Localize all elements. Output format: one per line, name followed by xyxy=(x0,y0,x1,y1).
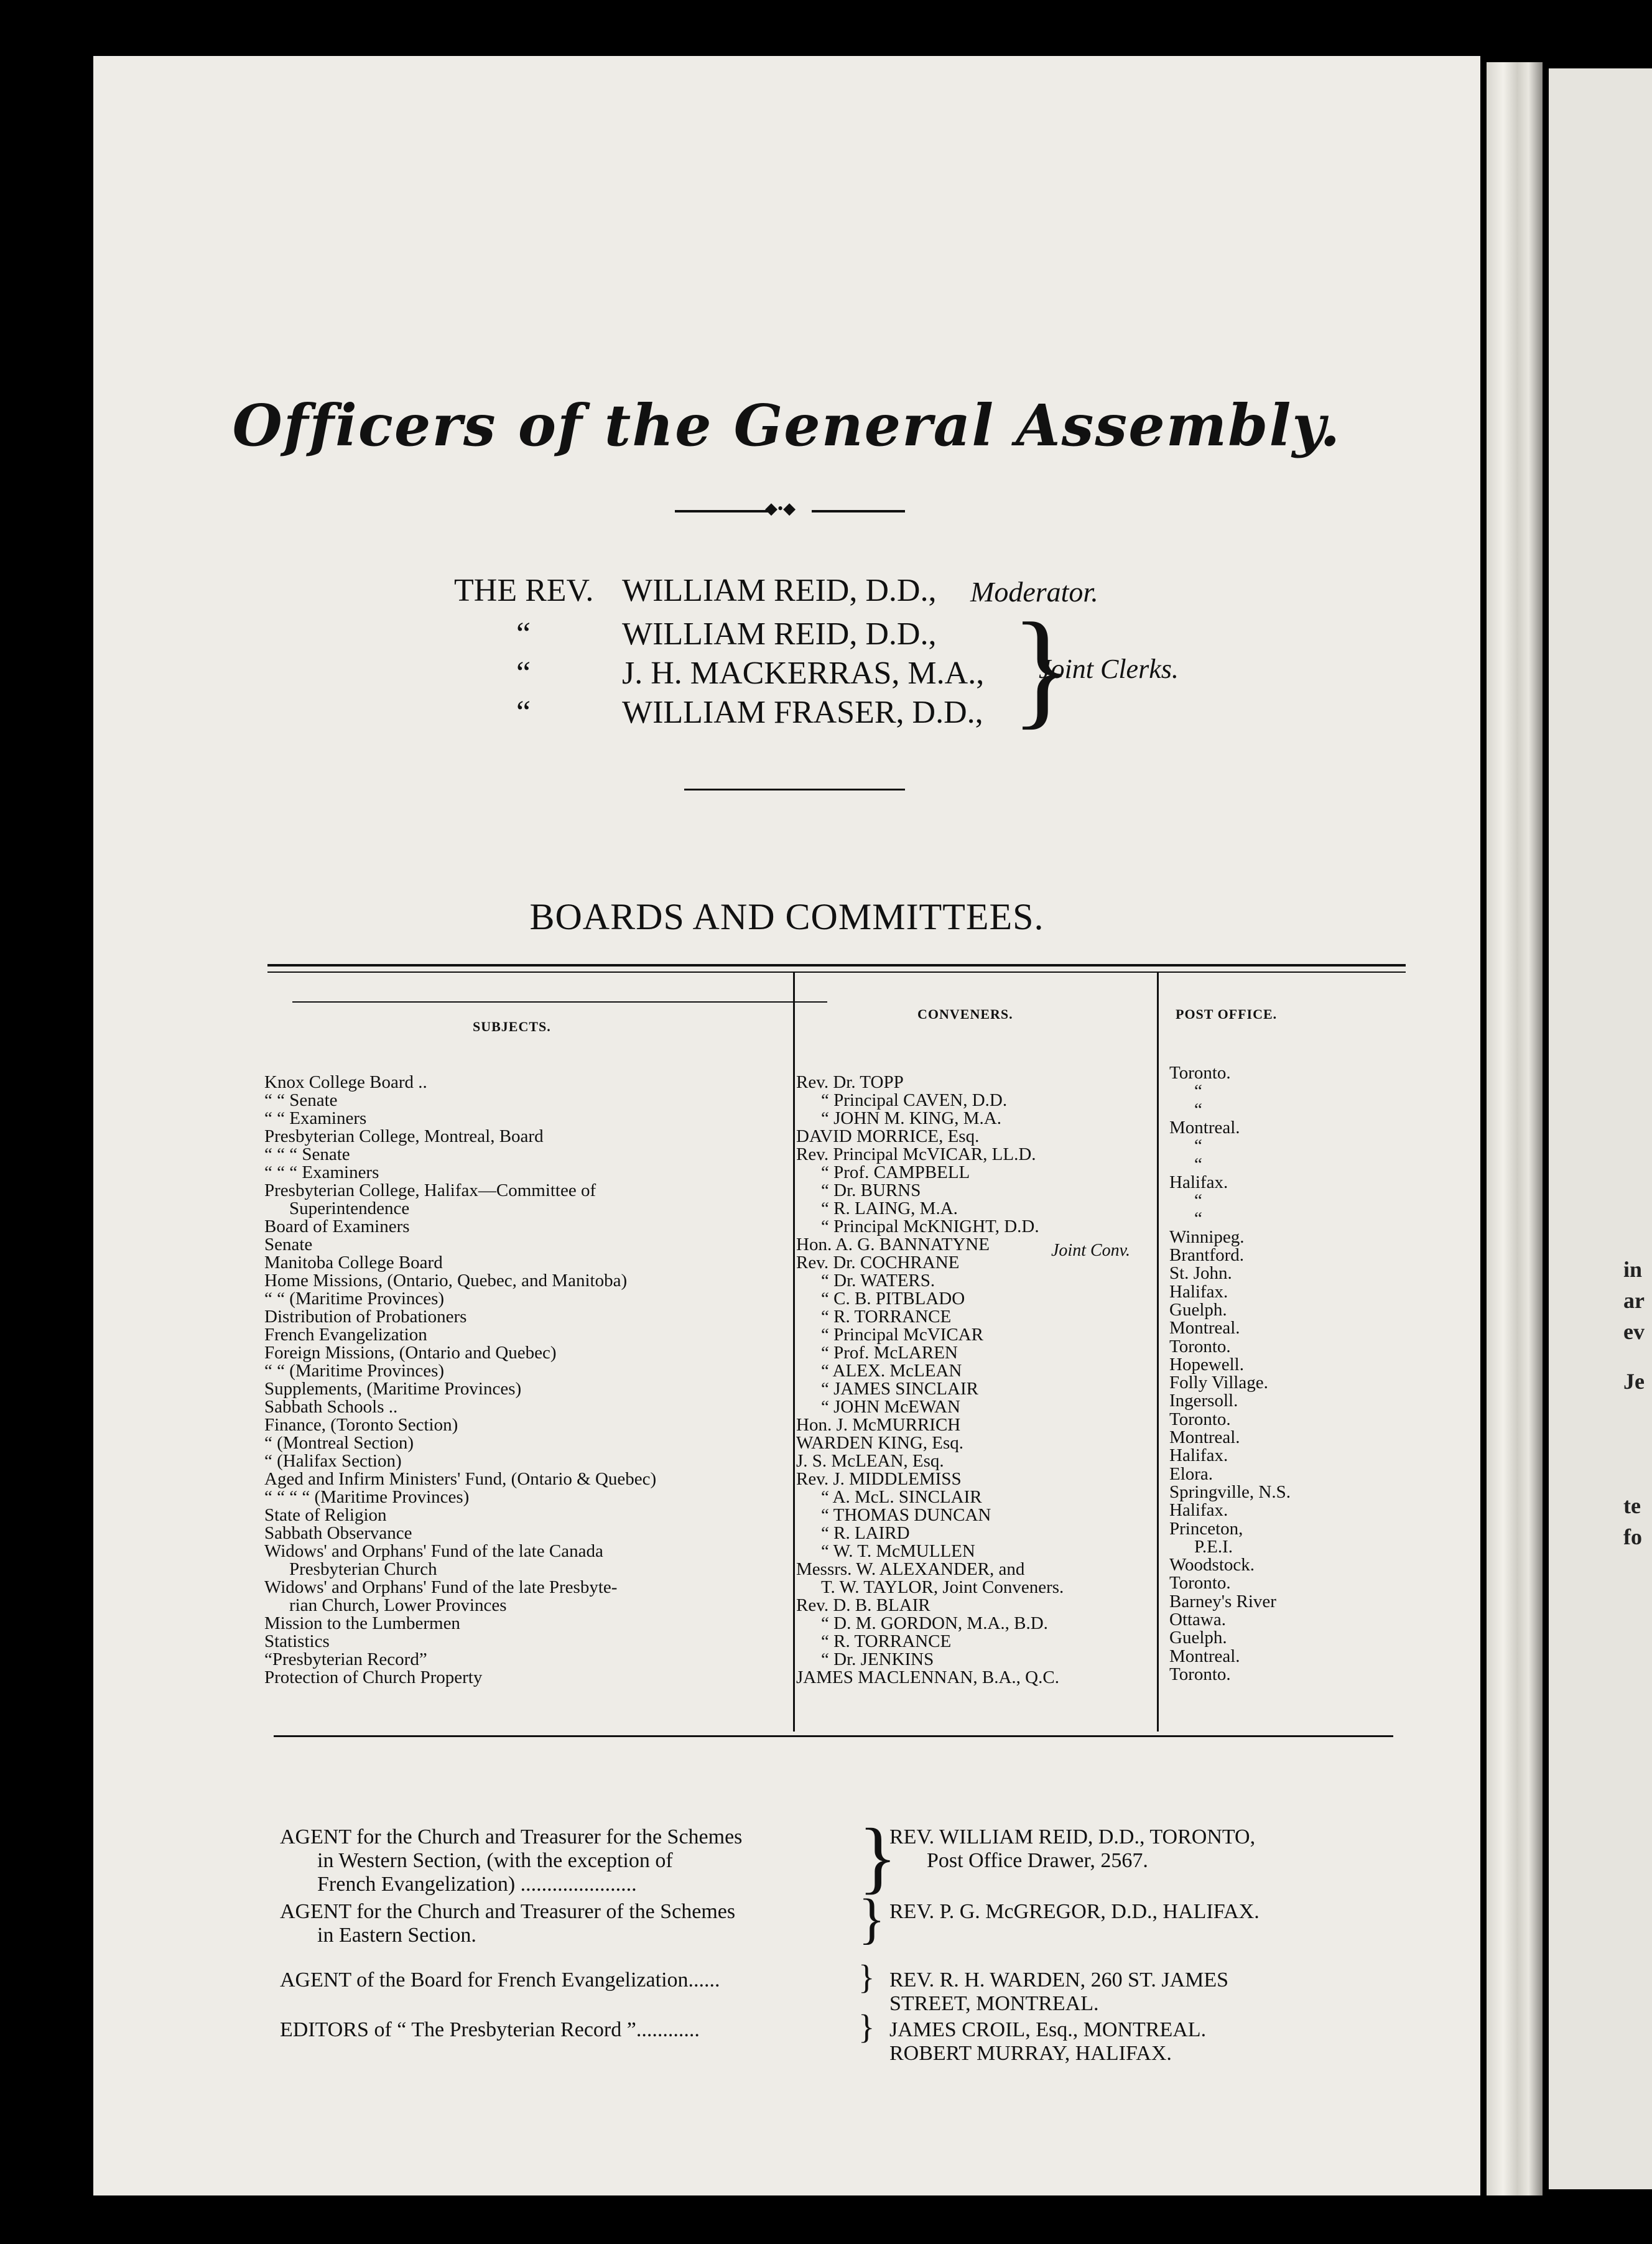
post-office-row: Ingersoll. xyxy=(1169,1391,1238,1411)
section-divider xyxy=(684,789,905,790)
subject-row: Manitoba College Board xyxy=(264,1253,443,1273)
post-office-row: Springville, N.S. xyxy=(1169,1481,1291,1502)
post-office-row: “ xyxy=(1194,1136,1202,1156)
convener-row: “ C. B. PITBLADO xyxy=(821,1289,965,1309)
subject-row: Aged and Infirm Ministers' Fund, (Ontario & Quebec) xyxy=(264,1469,657,1489)
facing-page-edge xyxy=(1549,68,1652,2189)
convener-row: “ Dr. WATERS. xyxy=(821,1271,935,1291)
table-top-rule xyxy=(267,964,1406,967)
subject-row: “ “ Examiners xyxy=(264,1108,367,1128)
boards-heading: BOARDS AND COMMITTEES. xyxy=(529,896,1044,937)
convener-row: Rev. D. B. BLAIR xyxy=(796,1595,930,1615)
post-office-row: Halifax. xyxy=(1169,1281,1228,1302)
subject-row: Supplements, (Maritime Provinces) xyxy=(264,1379,522,1399)
post-office-row: “ xyxy=(1194,1208,1202,1229)
post-office-row: Toronto. xyxy=(1169,1573,1231,1593)
footer-officer-line: REV. WILLIAM REID, D.D., TORONTO, xyxy=(889,1825,1256,1848)
subject-row: Protection of Church Property xyxy=(264,1667,483,1687)
convener-row: “ R. TORRANCE xyxy=(821,1631,952,1651)
subject-row: “Presbyterian Record” xyxy=(264,1649,427,1669)
convener-row: “ Principal McKNIGHT, D.D. xyxy=(821,1217,1039,1236)
facing-text-fragment: ev xyxy=(1623,1319,1645,1344)
convener-row: “ Dr. BURNS xyxy=(821,1180,921,1200)
convener-row: Rev. Dr. COCHRANE xyxy=(796,1253,960,1273)
convener-row: “ Principal McVICAR xyxy=(821,1325,983,1345)
clerk-mark: “ xyxy=(516,695,531,730)
document-page xyxy=(93,56,1480,2195)
convener-row: “ THOMAS DUNCAN xyxy=(821,1505,991,1525)
facing-text-fragment: te xyxy=(1623,1493,1641,1518)
convener-row: Messrs. W. ALEXANDER, and xyxy=(796,1559,1025,1579)
convener-row: “ Principal CAVEN, D.D. xyxy=(821,1090,1008,1110)
post-office-row: Hopewell. xyxy=(1169,1354,1244,1375)
post-office-row: Toronto. xyxy=(1169,1664,1231,1684)
post-office-row: Guelph. xyxy=(1169,1299,1227,1320)
convener-row: DAVID MORRICE, Esq. xyxy=(796,1126,980,1146)
post-office-row: Woodstock. xyxy=(1169,1555,1255,1575)
convener-row: “ ALEX. McLEAN xyxy=(821,1361,962,1381)
footer-brace: } xyxy=(858,1888,886,1950)
footer-officer-line: REV. R. H. WARDEN, 260 ST. JAMES xyxy=(889,1968,1229,1991)
post-office-row: Montreal. xyxy=(1169,1646,1240,1666)
post-office-row: Toronto. xyxy=(1169,1336,1231,1356)
subject-row: Presbyterian College, Montreal, Board xyxy=(264,1126,544,1146)
facing-text-fragment: in xyxy=(1623,1257,1643,1282)
convener-row: “ JAMES SINCLAIR xyxy=(821,1379,978,1399)
clerks-brace: } xyxy=(1011,596,1074,741)
convener-row: “ R. LAIRD xyxy=(821,1523,910,1543)
post-office-column-header: POST OFFICE. xyxy=(1176,1006,1278,1022)
convener-row: WARDEN KING, Esq. xyxy=(796,1433,964,1453)
subject-row: Sabbath Schools .. xyxy=(264,1397,398,1417)
post-office-row: Montreal. xyxy=(1169,1318,1240,1338)
post-office-row: Folly Village. xyxy=(1169,1373,1268,1393)
subject-row: “ “ “ Examiners xyxy=(264,1162,379,1182)
clerks-role: Joint Clerks. xyxy=(1039,654,1179,684)
convener-row: T. W. TAYLOR, Joint Conveners. xyxy=(821,1577,1064,1597)
subject-row: “ “ “ Senate xyxy=(264,1144,350,1164)
subject-row: Superintendence xyxy=(289,1198,410,1218)
convener-row: “ A. McL. SINCLAIR xyxy=(821,1487,982,1507)
column-divider-1 xyxy=(793,973,795,1732)
convener-row: Hon. A. G. BANNATYNE xyxy=(796,1235,990,1254)
subject-row: Presbyterian College, Halifax—Committee of xyxy=(264,1180,596,1200)
convener-row: JAMES MACLENNAN, B.A., Q.C. xyxy=(796,1667,1059,1687)
footer-role-line: French Evangelization) ...................... xyxy=(317,1873,637,1896)
footer-officer-line: JAMES CROIL, Esq., MONTREAL. xyxy=(889,2018,1207,2041)
post-office-row: Halifax. xyxy=(1169,1172,1228,1192)
convener-row: “ Dr. JENKINS xyxy=(821,1649,934,1669)
facing-text-fragment: ar xyxy=(1623,1288,1645,1313)
post-office-row: Brantford. xyxy=(1169,1245,1244,1265)
ornament-rule-right xyxy=(812,510,905,512)
clerk-mark: “ xyxy=(516,656,531,691)
subject-row: “ “ “ “ (Maritime Provinces) xyxy=(264,1487,470,1507)
moderator-role: Moderator. xyxy=(970,576,1098,608)
subject-row: “ (Montreal Section) xyxy=(264,1433,414,1453)
subject-row: Distribution of Probationers xyxy=(264,1307,467,1327)
convener-row: “ R. LAING, M.A. xyxy=(821,1198,958,1218)
footer-role-line: AGENT for the Church and Treasurer of the Schemes xyxy=(280,1900,736,1923)
convener-row: “ D. M. GORDON, M.A., B.D. xyxy=(821,1613,1048,1633)
subject-row: rian Church, Lower Provinces xyxy=(289,1595,507,1615)
convener-row: “ Prof. CAMPBELL xyxy=(821,1162,970,1182)
post-office-row: P.E.I. xyxy=(1194,1536,1233,1557)
subject-row: Presbyterian Church xyxy=(289,1559,437,1579)
conveners-column-header: CONVENERS. xyxy=(917,1006,1013,1022)
post-office-row: Elora. xyxy=(1169,1463,1213,1484)
subject-row: Mission to the Lumbermen xyxy=(264,1613,460,1633)
post-office-row: “ xyxy=(1194,1099,1202,1120)
convener-row: Hon. J. McMURRICH xyxy=(796,1415,961,1435)
footer-brace: } xyxy=(858,1958,875,1996)
subject-row: Knox College Board .. xyxy=(264,1072,427,1092)
post-office-row: Ottawa. xyxy=(1169,1610,1226,1630)
post-office-row: “ xyxy=(1194,1154,1202,1174)
subject-row: State of Religion xyxy=(264,1505,387,1525)
footer-officer-line: REV. P. G. McGREGOR, D.D., HALIFAX. xyxy=(889,1900,1260,1923)
convener-row: Rev. Dr. TOPP xyxy=(796,1072,904,1092)
post-office-row: Princeton, xyxy=(1169,1518,1243,1539)
convener-row: “ JOHN M. KING, M.A. xyxy=(821,1108,1001,1128)
moderator-name: WILLIAM REID, D.D., xyxy=(622,573,937,608)
subject-row: “ “ (Maritime Provinces) xyxy=(264,1361,445,1381)
subject-row: Finance, (Toronto Section) xyxy=(264,1415,458,1435)
subject-row: “ “ (Maritime Provinces) xyxy=(264,1289,445,1309)
facing-text-fragment: Je xyxy=(1623,1369,1645,1394)
footer-officer-line: STREET, MONTREAL. xyxy=(889,1992,1099,2015)
convener-row: Rev. J. MIDDLEMISS xyxy=(796,1469,962,1489)
subject-row: Foreign Missions, (Ontario and Quebec) xyxy=(264,1343,557,1363)
clerk-name: J. H. MACKERRAS, M.A., xyxy=(622,656,985,691)
ornament-diamond: ◆•◆ xyxy=(765,499,796,517)
convener-row: “ R. TORRANCE xyxy=(821,1307,952,1327)
clerk-name: WILLIAM FRASER, D.D., xyxy=(622,695,983,730)
subject-row: “ “ Senate xyxy=(264,1090,338,1110)
subjects-column-header: SUBJECTS. xyxy=(473,1019,551,1034)
convener-row: “ JOHN McEWAN xyxy=(821,1397,960,1417)
subject-row: Senate xyxy=(264,1235,313,1254)
subject-row: Statistics xyxy=(264,1631,330,1651)
facing-text-fragment: fo xyxy=(1623,1524,1642,1549)
subject-row: Home Missions, (Ontario, Quebec, and Manitoba) xyxy=(264,1271,628,1291)
footer-officer-line: ROBERT MURRAY, HALIFAX. xyxy=(889,2042,1172,2065)
subject-row: Sabbath Observance xyxy=(264,1523,412,1543)
table-bottom-rule xyxy=(274,1735,1393,1737)
book-spine xyxy=(1487,62,1543,2195)
footer-brace: } xyxy=(858,1812,898,1902)
post-office-row: Guelph. xyxy=(1169,1628,1227,1648)
post-office-row: Winnipeg. xyxy=(1169,1226,1245,1247)
clerk-name: WILLIAM REID, D.D., xyxy=(622,616,937,652)
post-office-row: St. John. xyxy=(1169,1263,1232,1284)
post-office-row: Halifax. xyxy=(1169,1500,1228,1521)
subject-row: “ (Halifax Section) xyxy=(264,1451,402,1471)
footer-role-line: in Eastern Section. xyxy=(317,1924,476,1947)
ornament-rule-left xyxy=(675,510,768,512)
post-office-row: Halifax. xyxy=(1169,1445,1228,1466)
convener-row: “ W. T. McMULLEN xyxy=(821,1541,975,1561)
convener-row: J. S. McLEAN, Esq. xyxy=(796,1451,944,1471)
clerk-mark: “ xyxy=(516,616,531,652)
footer-brace: } xyxy=(858,2008,875,2046)
convener-row: Rev. Principal McVICAR, LL.D. xyxy=(796,1144,1036,1164)
post-office-row: “ xyxy=(1194,1190,1202,1211)
post-office-row: Toronto. xyxy=(1169,1063,1231,1083)
post-office-row: Montreal. xyxy=(1169,1117,1240,1138)
subjects-header-rule xyxy=(292,1001,827,1003)
convener-row: “ Prof. McLAREN xyxy=(821,1343,958,1363)
post-office-row: Toronto. xyxy=(1169,1409,1231,1429)
table-top-rule-thin xyxy=(267,971,1406,973)
footer-role-line: AGENT for the Church and Treasurer for the Schemes xyxy=(280,1825,743,1848)
subject-row: Widows' and Orphans' Fund of the late Canada xyxy=(264,1541,603,1561)
page-title: Officers of the General Assembly. xyxy=(232,392,1342,459)
subject-row: Widows' and Orphans' Fund of the late Presbyte- xyxy=(264,1577,618,1597)
post-office-row: “ xyxy=(1194,1081,1202,1101)
footer-role-line: AGENT of the Board for French Evangelization...... xyxy=(280,1968,720,1991)
footer-role-line: in Western Section, (with the exception of xyxy=(317,1849,673,1872)
footer-role-line: EDITORS of “ The Presbyterian Record ”............ xyxy=(280,2018,700,2041)
post-office-row: Montreal. xyxy=(1169,1427,1240,1447)
post-office-row: Barney's River xyxy=(1169,1591,1276,1611)
subject-row: French Evangelization xyxy=(264,1325,427,1345)
footer-officer-line: Post Office Drawer, 2567. xyxy=(927,1849,1148,1872)
subject-row: Board of Examiners xyxy=(264,1217,410,1236)
moderator-prefix: THE REV. xyxy=(454,573,594,608)
column-divider-2 xyxy=(1157,973,1159,1732)
joint-conv-note: Joint Conv. xyxy=(1051,1241,1131,1260)
